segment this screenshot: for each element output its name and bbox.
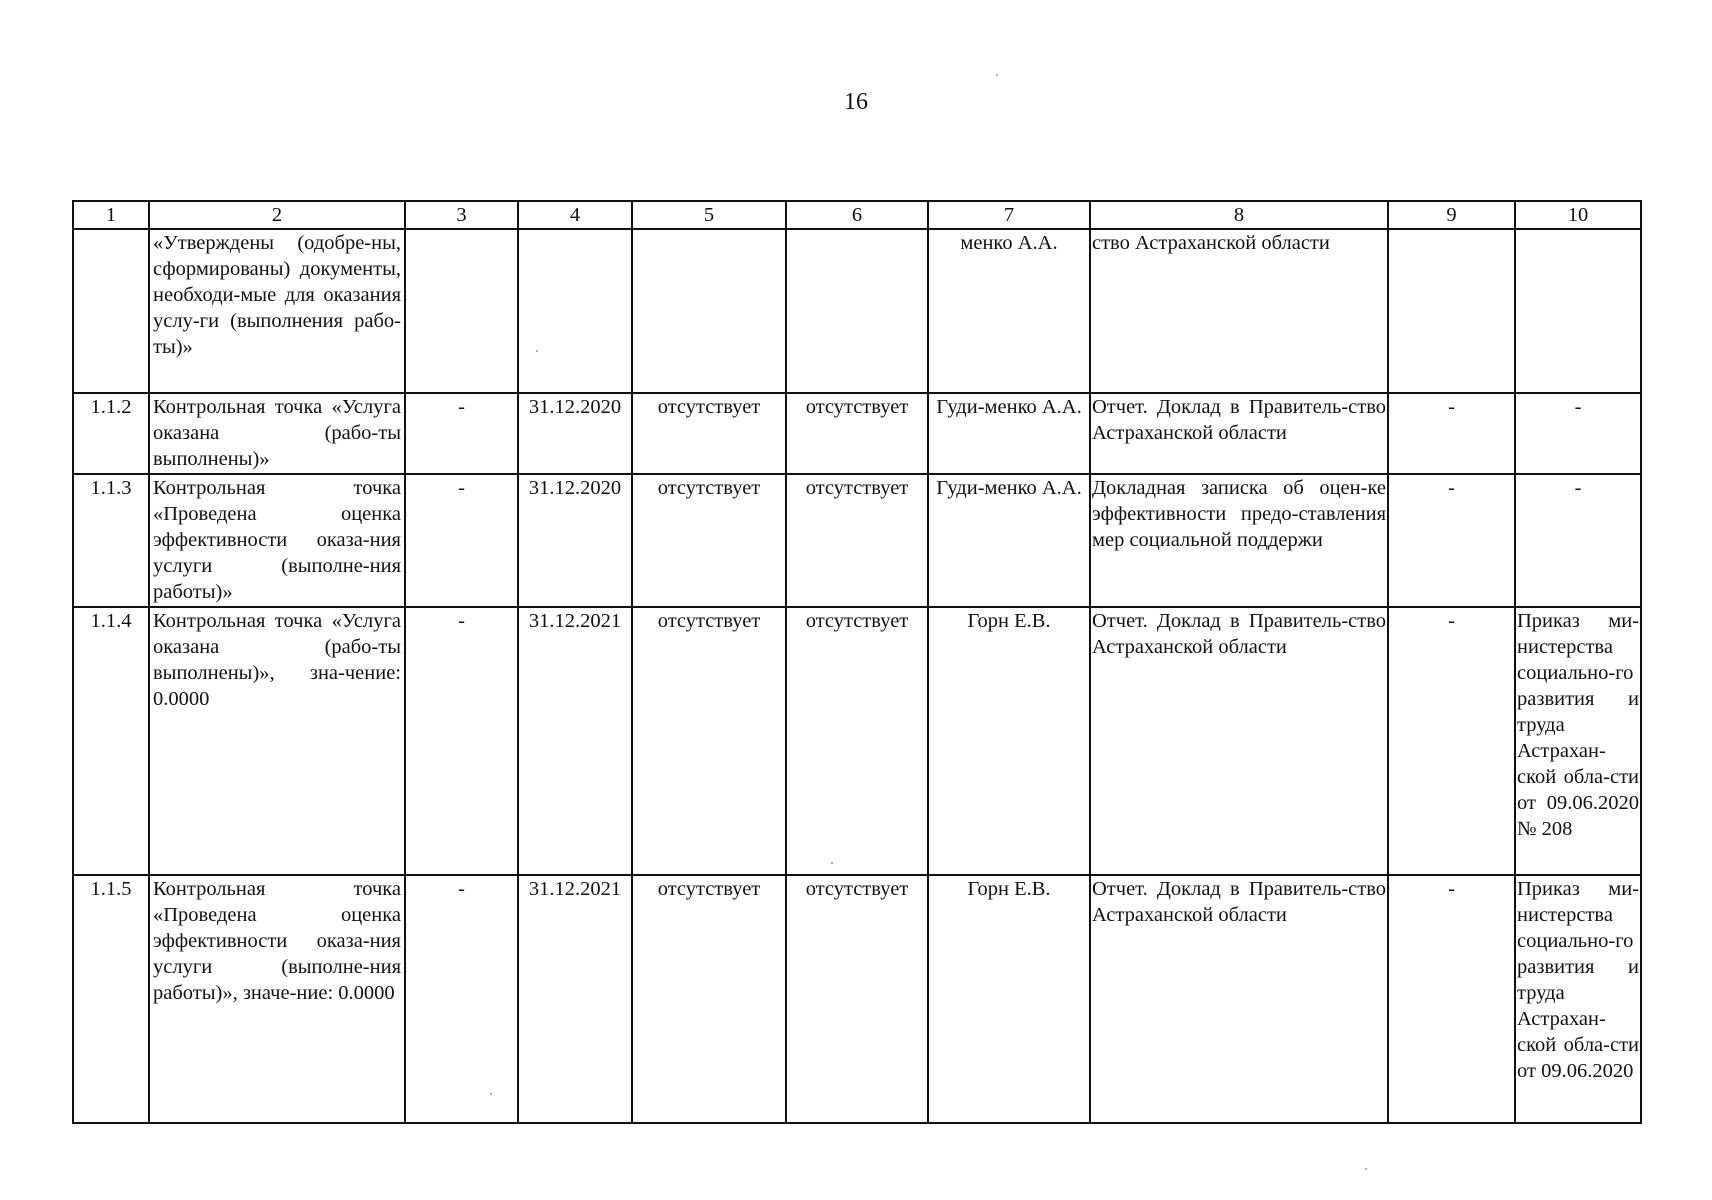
report-cell: Отчет. Доклад в Правитель-ство Астраханской области xyxy=(1090,875,1388,1123)
scan-speck xyxy=(996,74,998,76)
table-cell xyxy=(405,229,518,393)
table-cell: отсутствует xyxy=(632,474,786,607)
table-row xyxy=(73,229,1641,393)
column-header: 10 xyxy=(1515,201,1641,229)
responsible-cell: менко А.А. xyxy=(928,229,1090,393)
column-header: 6 xyxy=(786,201,928,229)
table-cell: отсутствует xyxy=(786,393,928,474)
basis-document-cell: Приказ ми-нистерства социально-го развития и труда Астрахан-ской обла-сти от 09.06.2020 xyxy=(1515,875,1641,1123)
table-cell: - xyxy=(1388,607,1515,875)
table-cell: - xyxy=(1388,474,1515,607)
responsible-cell: Горн Е.В. xyxy=(928,875,1090,1123)
scan-speck xyxy=(831,862,833,864)
table-cell: отсутствует xyxy=(786,875,928,1123)
column-header: 7 xyxy=(928,201,1090,229)
table-cell: отсутствует xyxy=(786,474,928,607)
basis-document-cell xyxy=(1515,229,1641,393)
report-cell: Отчет. Доклад в Правитель-ство Астраханской области xyxy=(1090,393,1388,474)
table-cell: - xyxy=(1388,393,1515,474)
table-cell xyxy=(786,229,928,393)
basis-document-cell: - xyxy=(1515,474,1641,607)
date-cell: 31.12.2021 xyxy=(518,875,632,1123)
description-cell: Контрольная точка «Услуга оказана (рабо-ты выполнены)», зна-чение: 0.0000 xyxy=(149,607,405,875)
description-cell: «Утверждены (одобре-ны, сформированы) документы, необходи-мые для оказания услу-ги (выполнения рабо-ты)» xyxy=(149,229,405,393)
table-cell xyxy=(632,229,786,393)
basis-document-cell: Приказ ми-нистерства социально-го развития и труда Астрахан-ской обла-сти от 09.06.2020 № 208 xyxy=(1515,607,1641,875)
responsible-cell: Горн Е.В. xyxy=(928,607,1090,875)
row-number-cell: 1.1.5 xyxy=(73,875,149,1123)
column-header: 2 xyxy=(149,201,405,229)
date-cell: 31.12.2020 xyxy=(518,474,632,607)
column-header: 4 xyxy=(518,201,632,229)
row-number-cell xyxy=(73,229,149,393)
table-cell: - xyxy=(405,607,518,875)
table-row xyxy=(73,875,1641,1123)
row-number-cell: 1.1.4 xyxy=(73,607,149,875)
column-header: 8 xyxy=(1090,201,1388,229)
scan-speck xyxy=(490,1093,492,1095)
description-cell: Контрольная точка «Проведена оценка эффективности оказа-ния услуги (выполне-ния работы)» xyxy=(149,474,405,607)
row-number-cell: 1.1.3 xyxy=(73,474,149,607)
table-cell: отсутствует xyxy=(632,607,786,875)
date-cell: 31.12.2021 xyxy=(518,607,632,875)
date-cell xyxy=(518,229,632,393)
table-cell xyxy=(1388,229,1515,393)
table-cell: - xyxy=(1388,875,1515,1123)
table-row xyxy=(73,474,1641,607)
column-header: 9 xyxy=(1388,201,1515,229)
column-header: 5 xyxy=(632,201,786,229)
table-row xyxy=(73,393,1641,474)
report-cell: Докладная записка об оцен-ке эффективности предо-ставления мер социальной поддержи xyxy=(1090,474,1388,607)
page-number: 16 xyxy=(844,89,868,115)
table-cell: - xyxy=(405,474,518,607)
table-cell: отсутствует xyxy=(786,607,928,875)
report-cell: Отчет. Доклад в Правитель-ство Астраханской области xyxy=(1090,607,1388,875)
responsible-cell: Гуди-менко А.А. xyxy=(928,474,1090,607)
date-cell: 31.12.2020 xyxy=(518,393,632,474)
report-cell: ство Астраханской области xyxy=(1090,229,1388,393)
column-header: 3 xyxy=(405,201,518,229)
scan-speck xyxy=(536,350,538,352)
scan-speck xyxy=(1365,1168,1367,1170)
description-cell: Контрольная точка «Проведена оценка эффективности оказа-ния услуги (выполне-ния работы)», значе-ние: 0.0000 xyxy=(149,875,405,1123)
table-cell: отсутствует xyxy=(632,875,786,1123)
responsible-cell: Гуди-менко А.А. xyxy=(928,393,1090,474)
column-number-row xyxy=(73,201,1641,229)
table-row xyxy=(73,607,1641,875)
column-header: 1 xyxy=(73,201,149,229)
basis-document-cell: - xyxy=(1515,393,1641,474)
control-points-table xyxy=(72,200,1642,1124)
row-number-cell: 1.1.2 xyxy=(73,393,149,474)
table-cell: - xyxy=(405,875,518,1123)
table-cell: - xyxy=(405,393,518,474)
description-cell: Контрольная точка «Услуга оказана (рабо-ты выполнены)» xyxy=(149,393,405,474)
table-cell: отсутствует xyxy=(632,393,786,474)
